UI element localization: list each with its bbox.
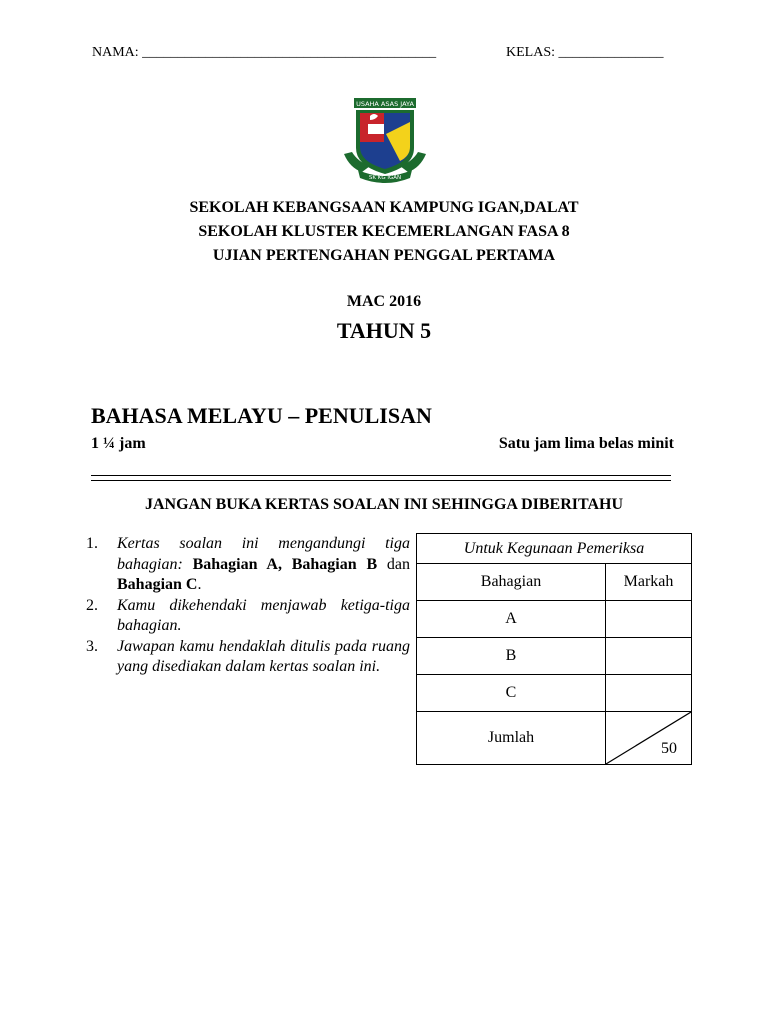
divider-line xyxy=(91,480,671,481)
warning-notice: JANGAN BUKA KERTAS SOALAN INI SEHINGGA DIBERITAHU xyxy=(144,496,624,513)
instruction-text: Jawapan kamu hendaklah ditulis pada ruang yang disediakan dalam kertas soalan ini. xyxy=(117,637,410,675)
total-label: Jumlah xyxy=(417,712,606,765)
instruction-period: . xyxy=(197,576,202,593)
instructions-list xyxy=(86,534,410,678)
total-marks-cell xyxy=(606,712,692,765)
duration-words: Satu jam lima belas minit xyxy=(498,435,674,452)
instruction-number: 1. xyxy=(86,535,98,552)
instruction-section-c: Bahagian C xyxy=(117,576,198,593)
divider-line xyxy=(91,475,671,476)
instruction-item xyxy=(86,534,410,596)
examiner-marks-table xyxy=(416,533,692,765)
instruction-item xyxy=(86,596,410,637)
subject-title: BAHASA MELAYU – PENULISAN xyxy=(91,403,432,428)
exam-month: MAC 2016 xyxy=(346,293,422,310)
marks-cell-b xyxy=(606,638,692,675)
section-label-a: A xyxy=(417,601,606,638)
marks-cell-c xyxy=(606,675,692,712)
instruction-text: Kertas soalan ini mengandungi tiga bahagian: xyxy=(117,535,410,573)
exam-year-level: TAHUN 5 xyxy=(336,318,432,343)
name-field: NAMA: __________________________________________ xyxy=(92,45,437,60)
crest-ribbon-text: SK KG IGAN xyxy=(368,175,402,181)
section-label-b: B xyxy=(417,638,606,675)
column-header-marks: Markah xyxy=(606,564,692,601)
instruction-text: Kamu dikehendaki menjawab ketiga-tiga bahagian. xyxy=(117,596,410,634)
school-crest-logo xyxy=(340,94,430,184)
section-label-c: C xyxy=(417,675,606,712)
instruction-item xyxy=(86,637,410,678)
marks-cell-a xyxy=(606,601,692,638)
school-name: SEKOLAH KEBANGSAAN KAMPUNG IGAN,DALAT xyxy=(189,199,579,216)
class-field: KELAS: _______________ xyxy=(506,45,664,60)
crest-banner-text: USAHA ASAS JAYA xyxy=(356,100,414,108)
column-header-section: Bahagian xyxy=(417,564,606,601)
instruction-sections: Bahagian A, Bahagian B xyxy=(192,555,378,573)
instruction-conjunction: dan xyxy=(386,555,411,573)
total-max-marks: 50 xyxy=(661,740,677,757)
exam-title: UJIAN PERTENGAHAN PENGGAL PERTAMA xyxy=(212,247,556,264)
school-cluster: SEKOLAH KLUSTER KECEMERLANGAN FASA 8 xyxy=(198,223,570,240)
instruction-number: 3. xyxy=(86,637,98,655)
instruction-number: 2. xyxy=(86,596,98,614)
duration: 1 ¼ jam xyxy=(91,435,146,452)
diagonal-line xyxy=(606,712,691,764)
marks-table-title: Untuk Kegunaan Pemeriksa xyxy=(417,534,692,564)
